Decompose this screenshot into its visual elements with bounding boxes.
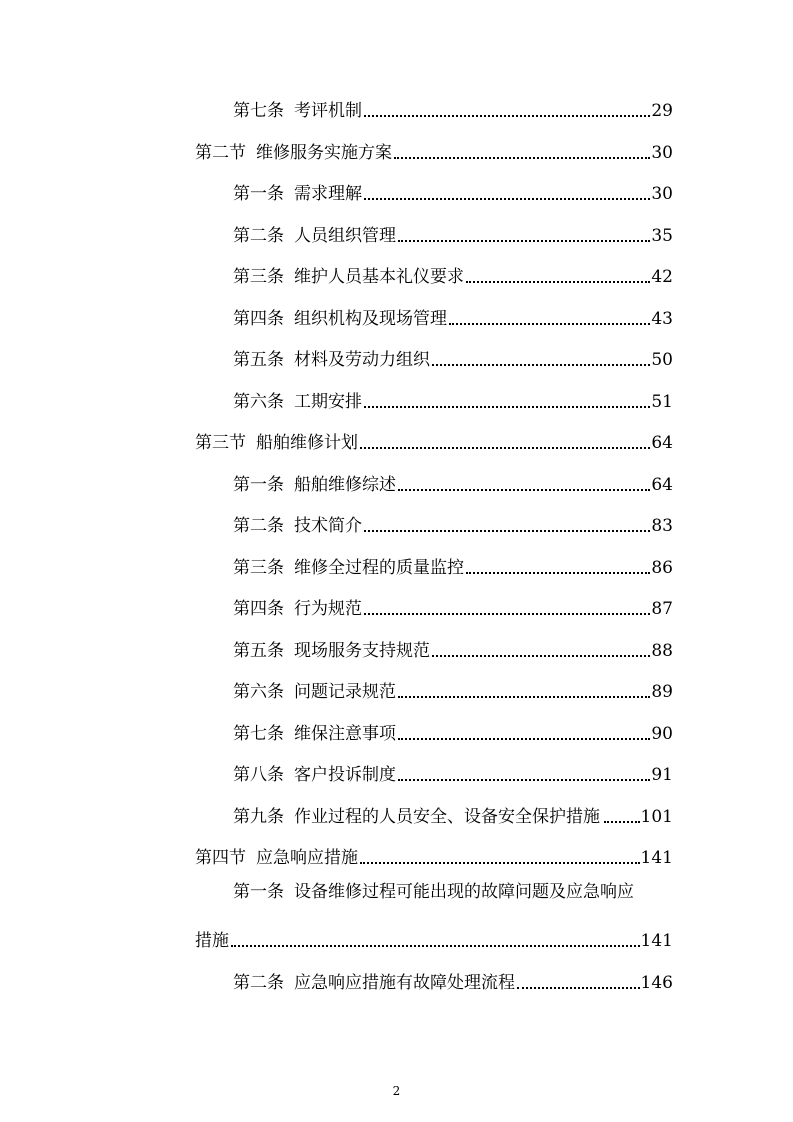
toc-entry[interactable] <box>233 550 673 578</box>
toc-entry[interactable] <box>233 176 673 204</box>
page-number: 2 <box>392 1084 401 1098</box>
toc-page-number: 30 <box>651 143 673 163</box>
dot-leader <box>432 655 650 657</box>
toc-entry[interactable] <box>233 633 673 661</box>
toc-entry[interactable] <box>233 93 673 121</box>
toc-entry-first-line[interactable] <box>233 882 673 910</box>
toc-page-number: 83 <box>651 516 673 536</box>
toc-entry[interactable] <box>233 384 673 412</box>
toc-label: 第一条 设备维修过程可能出现的故障问题及应急响应 <box>233 882 634 902</box>
toc-label: 第九条 作业过程的人员安全、设备安全保护措施 <box>233 807 600 827</box>
toc-section-entry[interactable] <box>195 135 673 163</box>
toc-label: 第二条 应急响应措施有故障处理流程 <box>233 973 515 993</box>
toc-label: 第七条 考评机制 <box>233 101 362 121</box>
dot-leader <box>398 240 650 242</box>
dot-leader <box>364 115 650 117</box>
toc-entry[interactable] <box>233 591 673 619</box>
toc-entry[interactable] <box>233 259 673 287</box>
toc-label: 第一条 船舶维修综述 <box>233 475 396 495</box>
toc-page-number: 141 <box>640 931 673 951</box>
toc-page-number: 86 <box>651 558 673 578</box>
toc-entry[interactable] <box>233 716 673 744</box>
toc-entry[interactable] <box>233 508 673 536</box>
toc-page-number: 42 <box>651 267 673 287</box>
toc-page-number: 141 <box>640 848 673 868</box>
toc-page-number: 64 <box>651 433 673 453</box>
toc-label: 第五条 材料及劳动力组织 <box>233 350 430 370</box>
dot-leader <box>449 323 650 325</box>
toc-entry[interactable] <box>233 799 673 827</box>
dot-leader <box>604 821 640 823</box>
dot-leader <box>398 696 650 698</box>
toc-label: 第四条 行为规范 <box>233 599 362 619</box>
dot-leader <box>360 862 640 864</box>
toc-label: 第四条 组织机构及现场管理 <box>233 309 447 329</box>
toc-entry[interactable] <box>233 301 673 329</box>
toc-section-entry[interactable] <box>195 840 673 868</box>
toc-page-number: 50 <box>651 350 673 370</box>
toc-page-number: 89 <box>651 682 673 702</box>
toc-label: 第八条 客户投诉制度 <box>233 765 396 785</box>
toc-page-number: 35 <box>651 226 673 246</box>
dot-leader <box>398 779 650 781</box>
toc-page-number: 30 <box>651 184 673 204</box>
toc-page-number: 90 <box>651 724 673 744</box>
toc-label: 第三节 船舶维修计划 <box>195 433 358 453</box>
dot-leader <box>394 157 650 159</box>
dot-leader <box>364 406 650 408</box>
dot-leader <box>364 198 650 200</box>
dot-leader <box>364 613 650 615</box>
toc-page-number: 51 <box>651 392 673 412</box>
toc-label-continuation: 措施 <box>195 931 229 951</box>
toc-page-number: 146 <box>640 973 673 993</box>
toc-page-number: 88 <box>651 641 673 661</box>
toc-label: 第二条 人员组织管理 <box>233 226 396 246</box>
dot-leader <box>360 447 650 449</box>
toc-page-number: 101 <box>640 807 673 827</box>
toc-label: 第六条 问题记录规范 <box>233 682 396 702</box>
dot-leader <box>398 738 650 740</box>
toc-page-number: 91 <box>651 765 673 785</box>
toc-section-entry[interactable] <box>195 425 673 453</box>
dot-leader <box>364 530 650 532</box>
toc-page-number: 64 <box>651 475 673 495</box>
toc-entry[interactable] <box>233 218 673 246</box>
toc-entry[interactable] <box>233 674 673 702</box>
toc-label: 第二条 技术简介 <box>233 516 362 536</box>
dot-leader <box>466 572 650 574</box>
toc-label: 第六条 工期安排 <box>233 392 362 412</box>
toc-page-number: 29 <box>651 101 673 121</box>
dot-leader <box>231 945 640 947</box>
toc-label: 第五条 现场服务支持规范 <box>233 641 430 661</box>
toc-page-number: 87 <box>651 599 673 619</box>
toc-label: 第三条 维修全过程的质量监控 <box>233 558 464 578</box>
toc-label: 第七条 维保注意事项 <box>233 724 396 744</box>
toc-label: 第二节 维修服务实施方案 <box>195 143 392 163</box>
toc-entry[interactable] <box>233 342 673 370</box>
toc-label: 第四节 应急响应措施 <box>195 848 358 868</box>
toc-entry[interactable] <box>233 965 673 993</box>
toc-page-number: 43 <box>651 309 673 329</box>
dot-leader <box>398 489 650 491</box>
toc-label: 第一条 需求理解 <box>233 184 362 204</box>
toc-entry[interactable] <box>233 467 673 495</box>
dot-leader <box>432 364 650 366</box>
toc-label: 第三条 维护人员基本礼仪要求 <box>233 267 464 287</box>
toc-entry[interactable] <box>233 757 673 785</box>
dot-leader <box>466 281 650 283</box>
toc-entry-continuation[interactable] <box>195 923 673 951</box>
dot-leader <box>517 987 640 989</box>
